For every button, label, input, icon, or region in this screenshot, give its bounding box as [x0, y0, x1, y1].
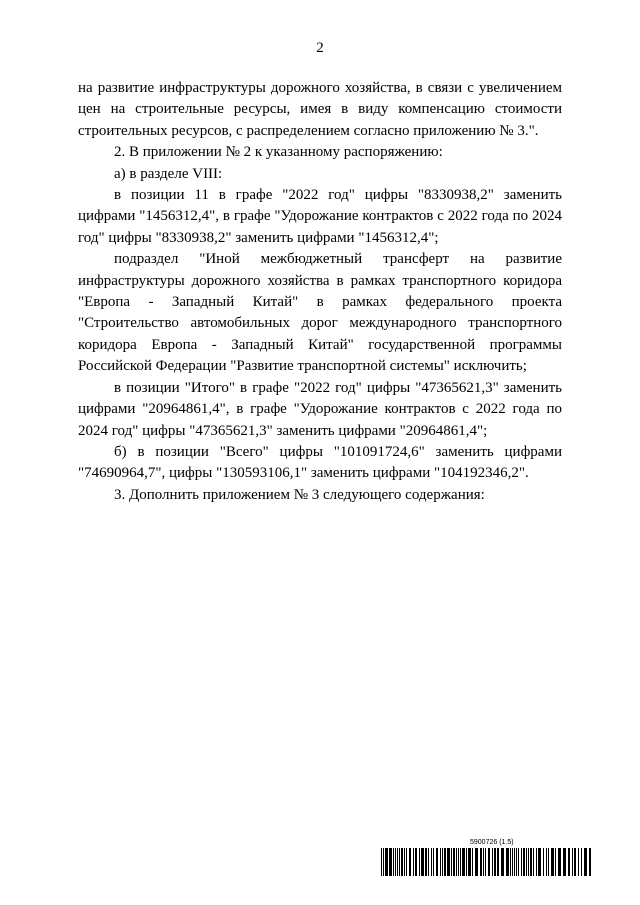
- paragraph-continuation: на развитие инфраструктуры дорожного хозяйства, в связи с увеличением цен на строительные ресурсы, имея в виду компенсацию стоимости строительных ресурсов, с распределением согласно приложению № 3.".: [78, 80, 562, 139]
- paragraph-item-2: 2. В приложении № 2 к указанному распоряжению:: [114, 144, 443, 161]
- paragraph-item-3: 3. Дополнить приложением № 3 следующего содержания:: [114, 486, 485, 503]
- document-body: [78, 78, 562, 506]
- paragraph-item-2a: а) в разделе VIII:: [114, 165, 223, 182]
- page-number: 2: [316, 40, 324, 56]
- paragraph-itogo: в позиции "Итого" в графе "2022 год" цифры "47365621,3" заменить цифрами "20964861,4", в графе "Удорожание контрактов с 2022 года по 2024 год" цифры "47365621,3" заменить цифрами "20964861,4";: [78, 379, 562, 439]
- paragraph-position-11: в позиции 11 в графе "2022 год" цифры "8330938,2" заменить цифрами "1456312,4", в графе "Удорожание контрактов с 2022 года по 2024 год" цифры "8330938,2" заменить цифрами "1456312,4";: [78, 187, 562, 246]
- barcode-block: [380, 838, 592, 878]
- paragraph-subsection: подраздел "Иной межбюджетный трансферт на развитие инфраструктуры дорожного хозяйства в рамках транспортного коридора "Европа - Западный Китай" в рамках федерального проекта "Строительство автомобильных дорог международного транспортного коридора Европа - Западный Китай" государственной программы Российской Федерации "Развитие транспортной системы" исключить;: [78, 251, 562, 375]
- barcode-icon: [380, 848, 592, 876]
- barcode-number: 5900726 (1.5): [470, 839, 514, 846]
- paragraph-item-2b: б) в позиции "Всего" цифры "101091724,6" заменить цифрами "74690964,7", цифры "130593106,1" заменить цифрами "104192346,2".: [78, 443, 562, 482]
